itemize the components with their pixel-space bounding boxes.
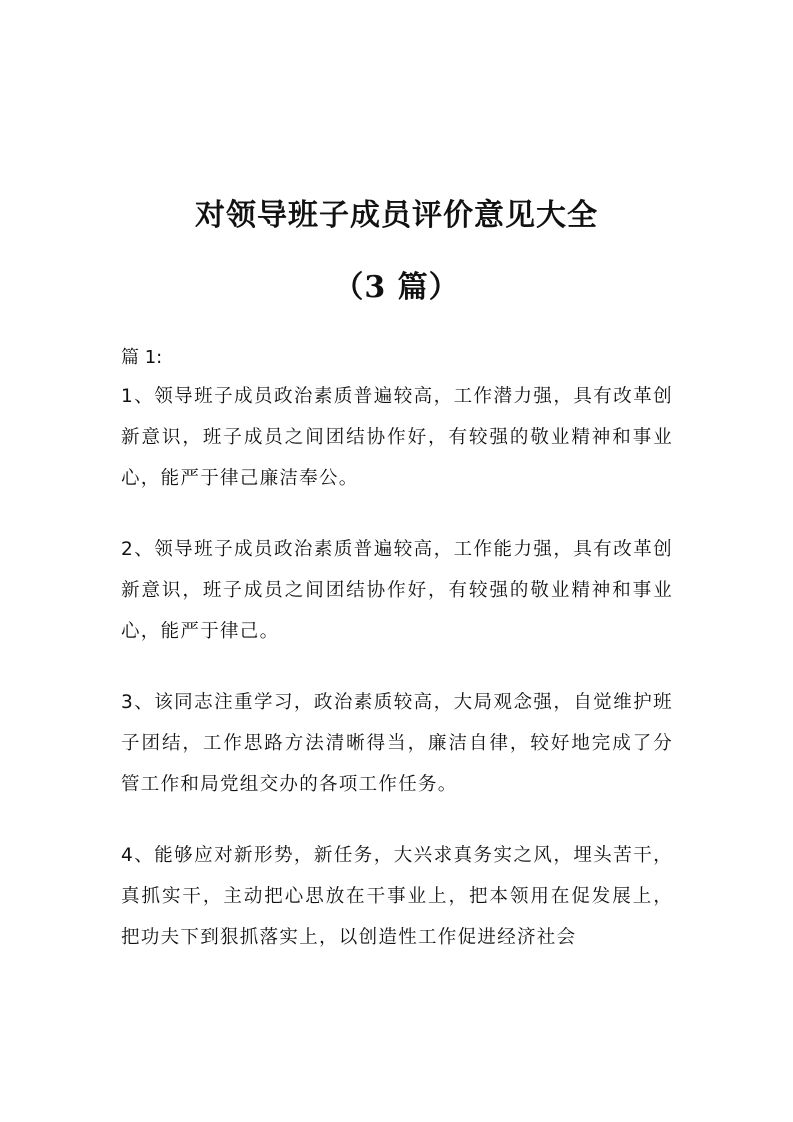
paragraph-2: 2、领导班子成员政治素质普遍较高，工作能力强，具有改革创新意识，班子成员之间团结协作好，有较强的敬业精神和事业心，能严于律己。 <box>121 539 673 642</box>
section-heading: 篇 1: <box>121 347 163 368</box>
paragraph-3: 3、该同志注重学习，政治素质较高，大局观念强，自觉维护班子团结，工作思路方法清晰得当，廉洁自律，较好地完成了分管工作和局党组交办的各项工作任务。 <box>121 692 673 795</box>
paragraph-1: 1、领导班子成员政治素质普遍较高，工作潜力强，具有改革创新意识，班子成员之间团结协作好，有较强的敬业精神和事业心，能严于律己廉洁奉公。 <box>121 386 673 489</box>
document-subtitle: （3 篇） <box>333 270 460 305</box>
paragraph-4: 4、能够应对新形势，新任务，大兴求真务实之风，埋头苦干，真抓实干，主动把心思放在干事业上，把本领用在促发展上，把功夫下到狠抓落实上，以创造性工作促进经济社会 <box>121 845 673 948</box>
document-title: 对领导班子成员评价意见大全 <box>195 198 598 233</box>
document-body <box>121 342 673 988</box>
